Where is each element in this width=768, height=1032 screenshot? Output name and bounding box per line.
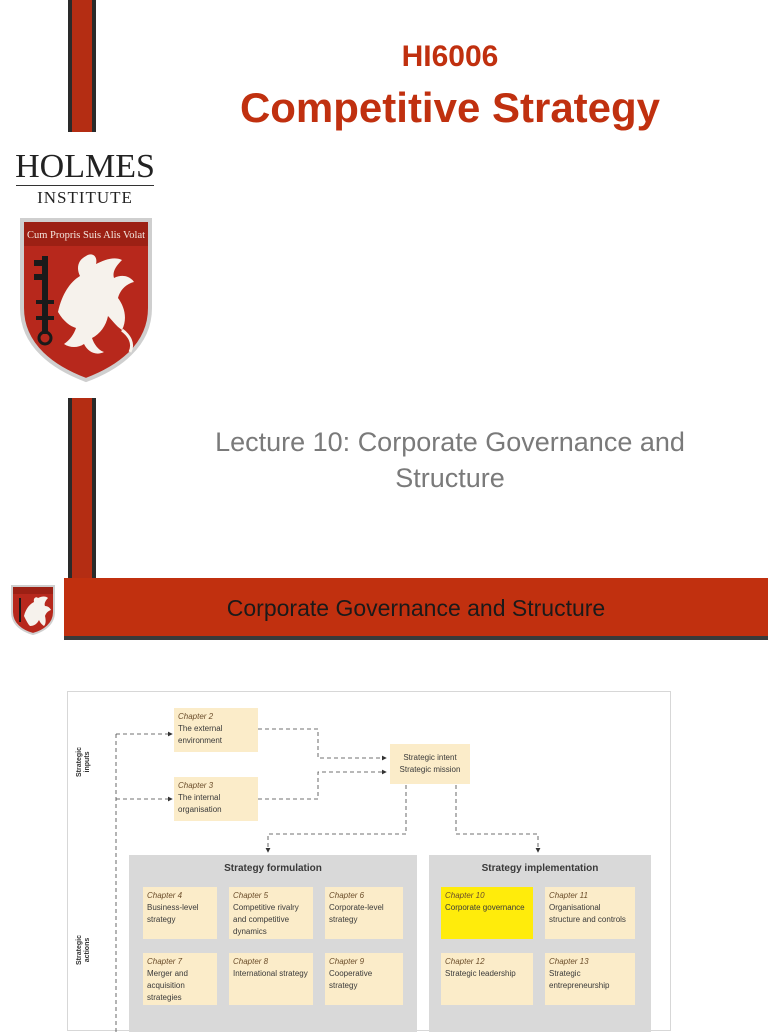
lecture-title: Lecture 10: Corporate Governance and Structure xyxy=(215,427,685,493)
section-title: Corporate Governance and Structure xyxy=(226,595,606,621)
chapter-topic: Organisational structure and controls xyxy=(549,903,626,924)
content-slide xyxy=(0,578,768,1024)
chapter-number: Chapter 9 xyxy=(329,957,365,966)
logo-divider xyxy=(16,185,154,186)
chapter-topic: Strategic leadership xyxy=(445,969,516,978)
chapter-number: Chapter 6 xyxy=(329,891,365,900)
intent-line: Strategic intent xyxy=(403,753,457,762)
chapter-topic: International strategy xyxy=(233,969,308,978)
strategic-actions-label: Strategic actions xyxy=(76,935,91,965)
crest-shield-icon xyxy=(18,216,154,384)
section-banner xyxy=(64,578,768,640)
chapter-number: Chapter 10 xyxy=(445,891,485,900)
mission-line: Strategic mission xyxy=(399,765,461,774)
chapter-number: Chapter 2 xyxy=(178,712,214,721)
chapter-topic: Cooperative strategy xyxy=(329,969,373,990)
chapter-number: Chapter 13 xyxy=(549,957,589,966)
strategy-formulation-panel xyxy=(129,855,417,1032)
panel-title: Strategy formulation xyxy=(224,863,322,874)
strategic-inputs-label: Strategic inputs xyxy=(76,747,91,777)
chapter-box xyxy=(174,708,258,752)
chapter-topic: Merger and acquisition strategies xyxy=(147,969,188,1002)
chapter-topic: The internal organisation xyxy=(178,793,222,814)
chapter-box-highlighted xyxy=(441,887,533,939)
strategic-intent-box xyxy=(390,744,470,784)
chapter-box xyxy=(143,953,217,1005)
chapter-topic: Business-level strategy xyxy=(147,903,199,924)
strategic-management-diagram xyxy=(67,691,671,1031)
logo-wordmark: HOLMES xyxy=(15,148,155,185)
chapter-box xyxy=(143,887,217,939)
chapter-box xyxy=(545,953,635,1005)
chapter-box xyxy=(545,887,635,939)
chapter-topic: Corporate governance xyxy=(445,903,525,912)
chapter-topic: Strategic entrepreneurship xyxy=(549,969,610,990)
chapter-box xyxy=(229,953,313,1005)
chapter-number: Chapter 3 xyxy=(178,781,214,790)
decorative-bar-top xyxy=(68,0,96,132)
mini-crest-icon xyxy=(10,584,56,636)
chapter-number: Chapter 11 xyxy=(549,891,588,900)
chapter-topic: Corporate-level strategy xyxy=(329,903,384,924)
chapter-box xyxy=(325,953,403,1005)
course-code: HI6006 xyxy=(401,40,499,73)
chapter-number: Chapter 8 xyxy=(233,957,269,966)
chapter-topic: The external environment xyxy=(178,724,223,745)
chapter-number: Chapter 12 xyxy=(445,957,485,966)
chapter-box xyxy=(229,887,313,939)
chapter-number: Chapter 5 xyxy=(233,891,269,900)
chapter-box xyxy=(174,777,258,821)
logo-institute: INSTITUTE xyxy=(37,188,133,207)
crest-motto: Cum Propris Suis Alis Volat xyxy=(26,230,146,241)
decorative-bar-middle xyxy=(68,398,96,578)
chapter-box xyxy=(441,953,533,1005)
chapter-number: Chapter 7 xyxy=(147,957,183,966)
course-title: Competitive Strategy xyxy=(239,84,661,131)
chapter-topic: Competitive rivalry and competitive dynamics xyxy=(233,903,299,936)
strategy-implementation-panel xyxy=(429,855,651,1032)
panel-title: Strategy implementation xyxy=(481,863,599,874)
chapter-number: Chapter 4 xyxy=(147,891,183,900)
chapter-box xyxy=(325,887,403,939)
